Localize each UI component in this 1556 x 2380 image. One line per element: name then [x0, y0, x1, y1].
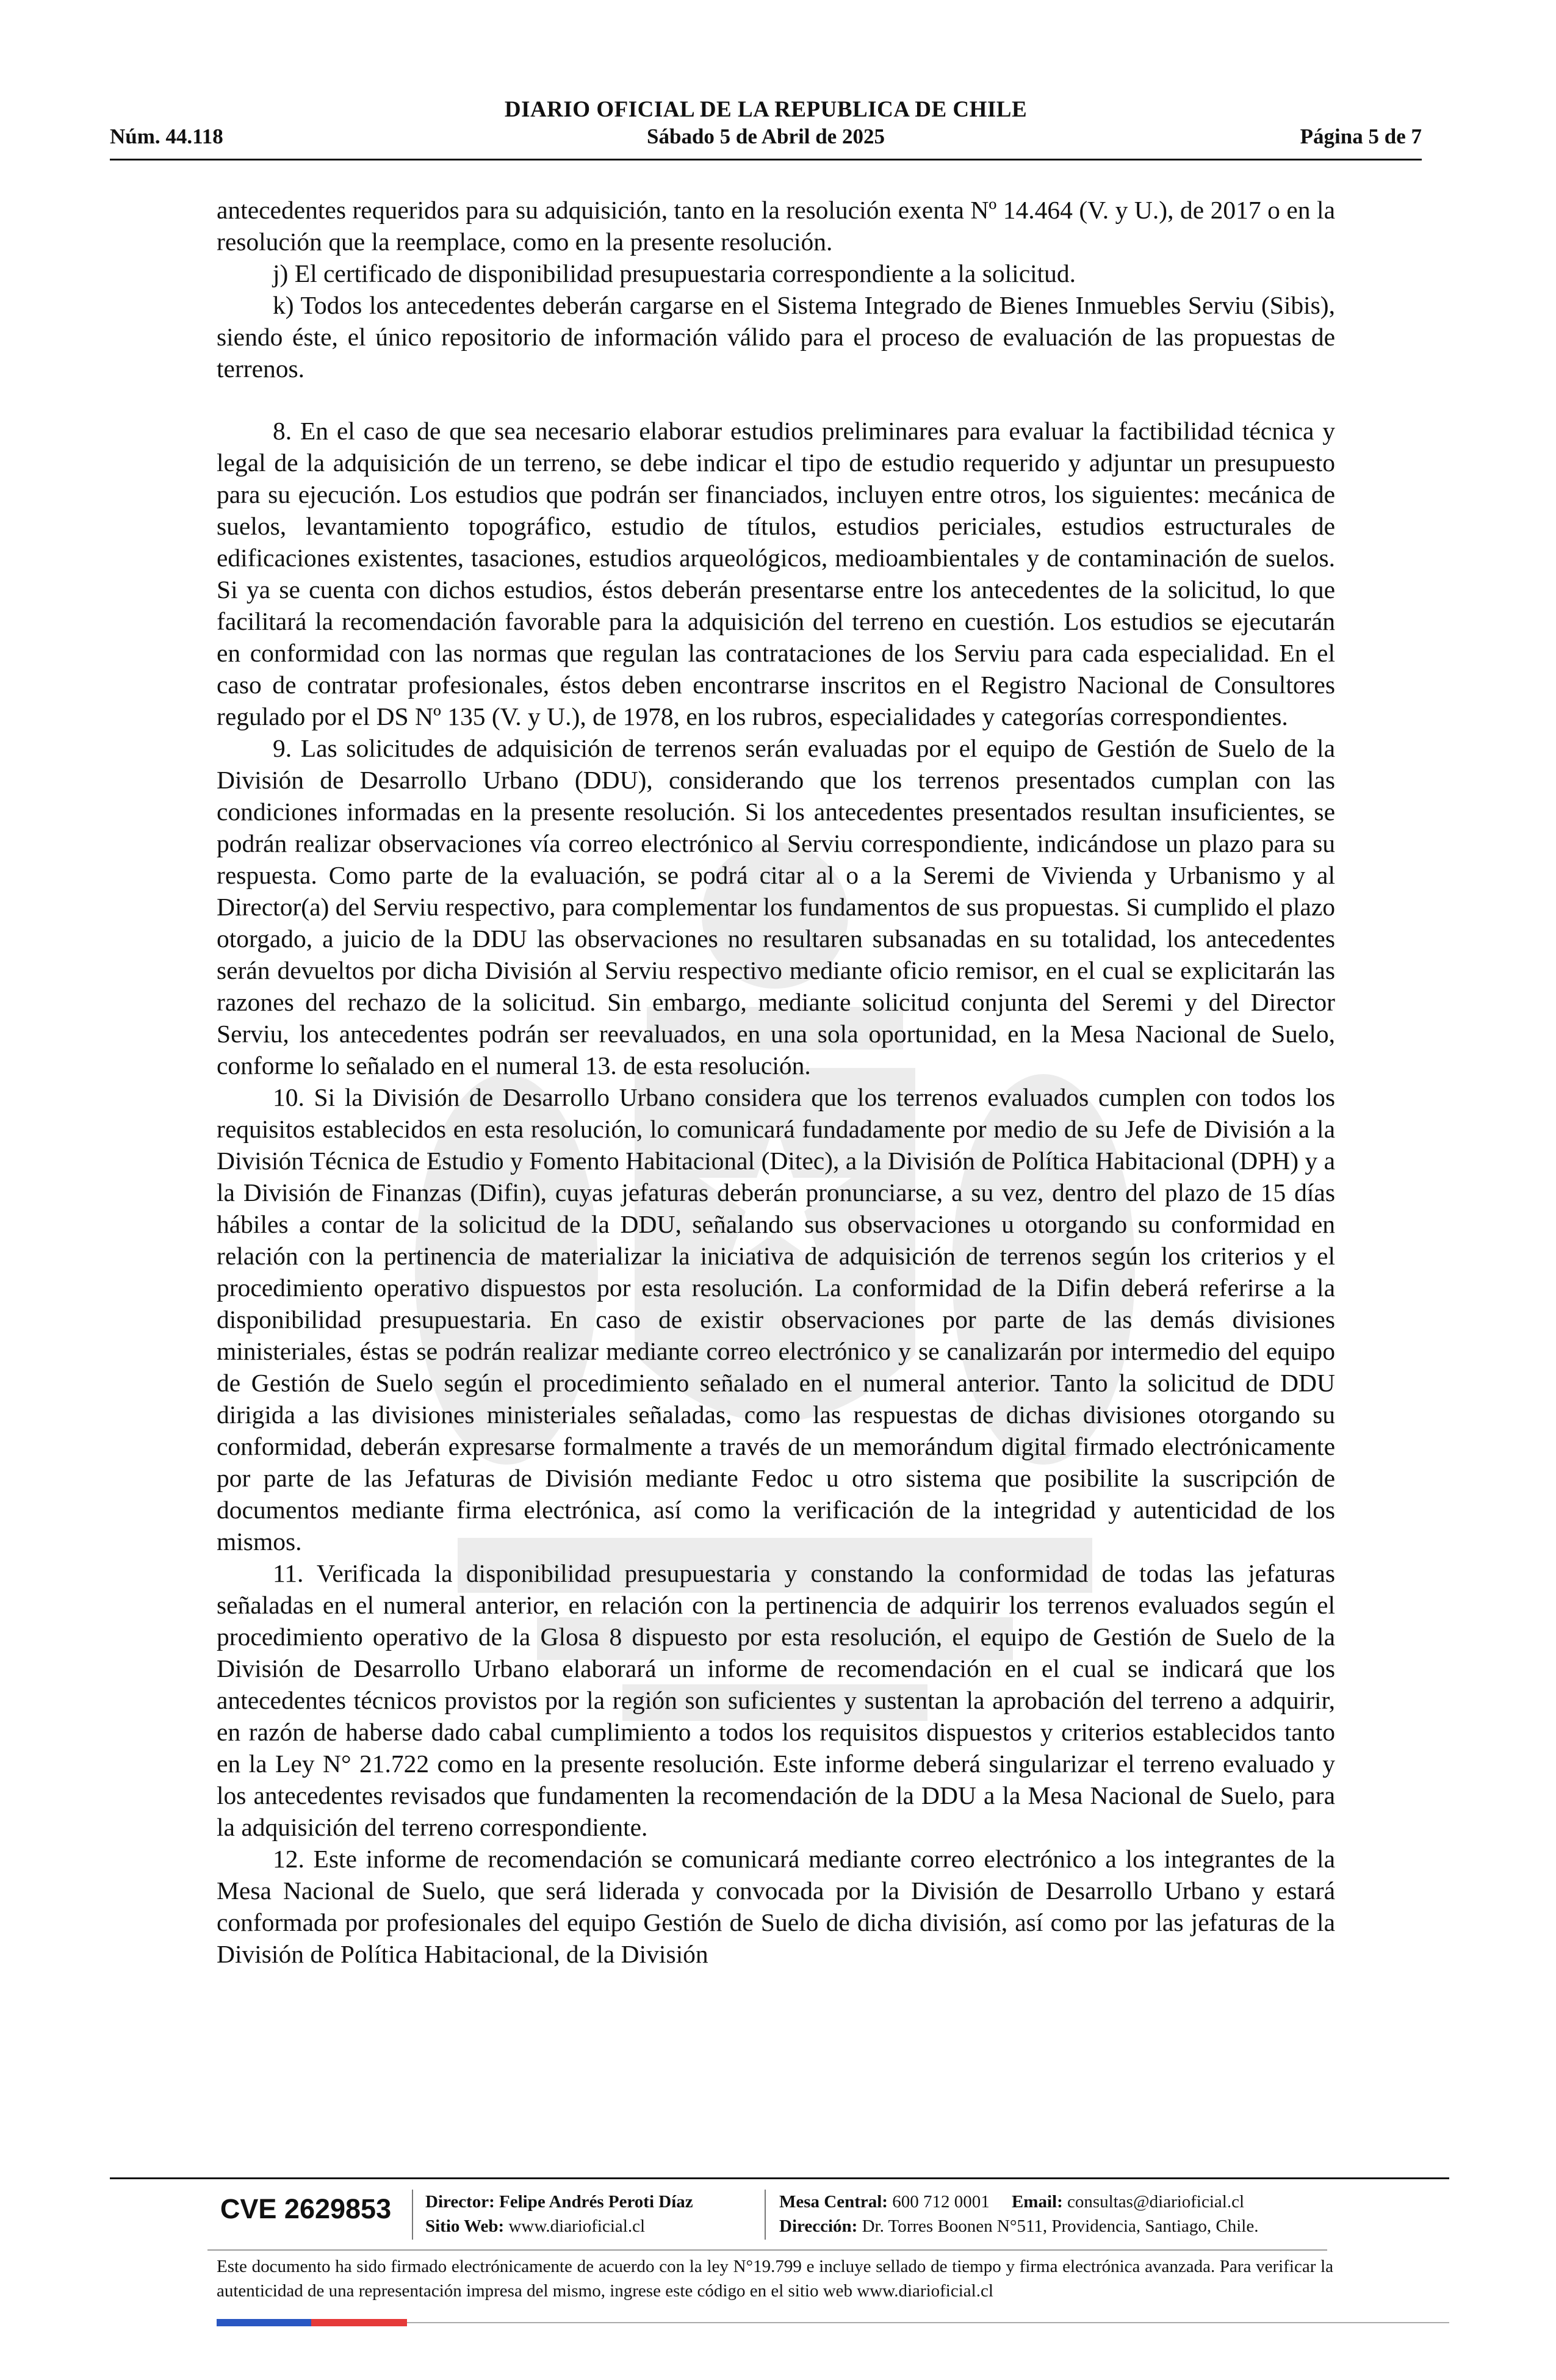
- director-name: Felipe Andrés Peroti Díaz: [499, 2192, 693, 2212]
- footer-divider-secondary: [207, 2249, 1327, 2251]
- cve-code: CVE 2629853: [220, 2193, 392, 2224]
- page-header: [110, 92, 1422, 160]
- paragraph-item-k: k) Todos los antecedentes deberán cargarse en el Sistema Integrado de Bienes Inmuebles Serviu (Sibis), siendo éste, el único repositorio de información válido para el proceso de evaluación de las propuestas de terrenos.: [217, 291, 1335, 383]
- phone-value: 600 712 0001: [892, 2192, 990, 2212]
- page-indicator: Página 5 de 7: [1300, 124, 1422, 148]
- footer-separator: [412, 2190, 413, 2240]
- address-value: Dr. Torres Boonen N°511, Providencia, Santiago, Chile.: [862, 2216, 1259, 2236]
- paragraph-11: 11. Verificada la disponibilidad presupuestaria y constando la conformidad de todas las jefaturas señaladas en el numeral anterior, en relación con la pertinencia de adquirir los terrenos evaluados según el procedimiento operativo de la Glosa 8 dispuesto por esta resolución, el equipo de Gestión de Suelo de la División de Desarrollo Urbano elaborará un informe de recomendación en el cual se indicará que los antecedentes técnicos provistos por la región son suficientes y sustentan la aprobación del terreno a adquirir, en razón de haberse dado cabal cumplimiento a todos los requisitos dispuestos y criterios establecidos tanto en la Ley N° 21.722 como en la presente resolución. Este informe deberá singularizar el terreno evaluado y los antecedentes revisados que fundamenten la recomendación de la DDU a la Mesa Nacional de Suelo, para la adquisición del terreno correspondiente.: [217, 1559, 1335, 1841]
- publication-title: DIARIO OFICIAL DE LA REPUBLICA DE CHILE: [504, 97, 1028, 122]
- email-label: Email:: [1011, 2192, 1063, 2212]
- director-label: Director:: [425, 2192, 495, 2212]
- footer-separator: [765, 2190, 766, 2240]
- footer-director-block: [425, 2190, 693, 2238]
- issue-number: Núm. 44.118: [110, 124, 223, 148]
- paragraph-continuation: antecedentes requeridos para su adquisición, tanto en la resolución exenta Nº 14.464 (V. y U.), de 2017 o en la resolución que la reemplace, como en la presente resolución.: [217, 196, 1335, 256]
- flag-stripe-line: [407, 2322, 1449, 2323]
- document-body: [217, 194, 1335, 1970]
- paragraph-8: 8. En el caso de que sea necesario elaborar estudios preliminares para evaluar la factibilidad técnica y legal de la adquisición de un terreno, se debe indicar el tipo de estudio requerido y adjuntar un presupuesto para su ejecución. Los estudios que podrán ser financiados, incluyen entre otros, los siguientes: mecánica de suelos, levantamiento topográfico, estudio de títulos, estudios periciales, estudios estructurales de edificaciones existentes, tasaciones, estudios arqueológicos, medioambientales y de contaminación de suelos. Si ya se cuenta con dichos estudios, éstos deberán presentarse entre los antecedentes de la solicitud, lo que facilitará la recomendación favorable para la adquisición del terreno en cuestión. Los estudios se ejecutarán en conformidad con las normas que regulan las contrataciones de los Serviu para cada especialidad. En el caso de contratar profesionales, éstos deben encontrarse inscritos en el Registro Nacional de Consultores regulado por el DS Nº 135 (V. y U.), de 1978, en los rubros, especialidades y categorías correspondientes.: [217, 417, 1335, 730]
- footer-divider: [110, 2177, 1449, 2179]
- address-label: Dirección:: [779, 2216, 858, 2236]
- paragraph-12: 12. Este informe de recomendación se comunicará mediante correo electrónico a los integrantes de la Mesa Nacional de Suelo, que será liderada y convocada por la División de Desarrollo Urbano y estará conformada por profesionales del equipo Gestión de Suelo de dicha división, así como por las jefaturas de la División de Política Habitacional, de la División: [217, 1845, 1335, 1968]
- phone-label: Mesa Central:: [779, 2192, 888, 2212]
- legal-notice: Este documento ha sido firmado electrónicamente de acuerdo con la ley N°19.799 e incluye sellado de tiempo y firma electrónica avanzada. Para verificar la autenticidad de una representación impresa del mismo, ingrese este código en el sitio web www.diarioficial.cl: [217, 2257, 1333, 2301]
- paragraph-10: 10. Si la División de Desarrollo Urbano considera que los terrenos evaluados cumplen con todos los requisitos establecidos en esta resolución, lo comunicará fundadamente por medio de su Jefe de División a la División Técnica de Estudio y Fomento Habitacional (Ditec), a la División de Política Habitacional (DPH) y a la División de Finanzas (Difin), cuyas jefaturas deberán pronunciarse, a su vez, dentro del plazo de 15 días hábiles a contar de la solicitud de la DDU, señalando sus observaciones u otorgando su conformidad en relación con la pertinencia de materializar la iniciativa de adquisición de terrenos según los criterios y el procedimiento operativo dispuestos por esta resolución. La conformidad de la Difin deberá referirse a la disponibilidad presupuestaria. En caso de existir observaciones por parte de las demás divisiones ministeriales, éstas se podrán realizar mediante correo electrónico y se canalizarán por intermedio del equipo de Gestión de Suelo según el procedimiento señalado en el numeral anterior. Tanto la solicitud de DDU dirigida a las divisiones ministeriales señaladas, como las respuestas de dichas divisiones otorgando su conformidad, deberán expresarse formalmente a través de un memorándum digital firmado electrónicamente por parte de las Jefaturas de División mediante Fedoc u otro sistema que posibilite la suscripción de documentos mediante firma electrónica, así como la verificación de la integridad y autenticidad de los mismos.: [217, 1083, 1335, 1556]
- flag-red-segment: [311, 2319, 407, 2326]
- email-link[interactable]: consultas@diarioficial.cl: [1067, 2192, 1245, 2212]
- paragraph-9: 9. Las solicitudes de adquisición de terrenos serán evaluadas por el equipo de Gestión de Suelo de la División de Desarrollo Urbano (DDU), considerando que los terrenos presentados cumplan con las condiciones informadas en la presente resolución. Si los antecedentes presentados resultan insuficientes, se podrán realizar observaciones vía correo electrónico al Serviu correspondiente, indicándose un plazo para su respuesta. Como parte de la evaluación, se podrá citar al o a la Seremi de Vivienda y Urbanismo y al Director(a) del Serviu respectivo, para complementar los fundamentos de sus propuestas. Si cumplido el plazo otorgado, a juicio de la DDU las observaciones no resultaren subsanadas en su totalidad, los antecedentes serán devueltos por dicha División al Serviu respectivo mediante oficio remisor, en el cual se explicitarán las razones del rechazo de la solicitud. Sin embargo, mediante solicitud conjunta del Seremi y del Director Serviu, los antecedentes podrán ser reevaluados, en una sola oportunidad, en la Mesa Nacional de Suelo, conforme lo señalado en el numeral 13. de esta resolución.: [217, 734, 1335, 1080]
- paragraph-item-j: j) El certificado de disponibilidad presupuestaria correspondiente a la solicitud.: [273, 259, 1076, 287]
- website-label: Sitio Web:: [425, 2216, 505, 2236]
- website-link[interactable]: www.diarioficial.cl: [508, 2216, 646, 2236]
- footer-contact-block: [779, 2190, 1258, 2238]
- flag-stripe: [217, 2319, 407, 2326]
- flag-blue-segment: [217, 2319, 311, 2326]
- issue-date: Sábado 5 de Abril de 2025: [647, 124, 885, 148]
